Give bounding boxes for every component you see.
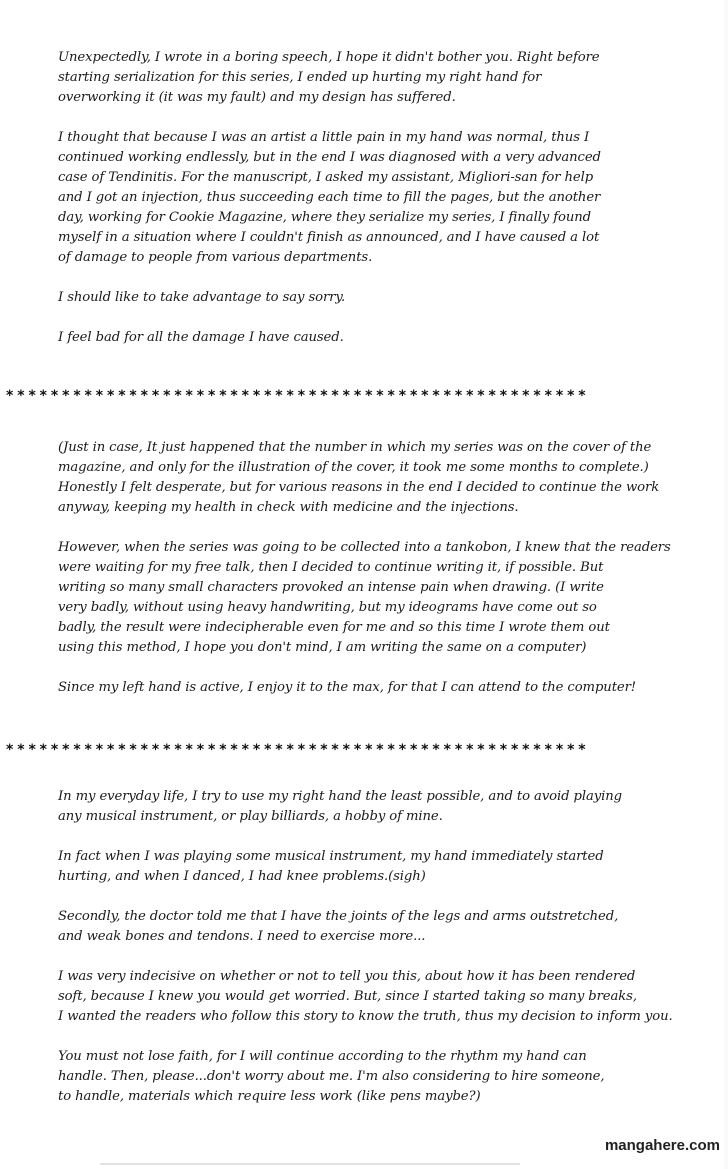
paragraph: In fact when I was playing some musical instrument, my hand immediately started hurting, and when I danced, I had knee problems.(sigh) — [58, 849, 604, 884]
section-2 — [58, 438, 723, 698]
paragraph: (Just in case, It just happened that the number in which my series was on the cover of the magazine, and only for the illustration of the cover, it took me some months to complete.) Honestly I felt desperate, but for various reasons in the end I decided to continue the work anyway, keeping my health in check with medicine and the injections. — [58, 440, 660, 515]
section-3 — [58, 787, 723, 1107]
paragraph: I was very indecisive on whether or not to tell you this, about how it has been rendered soft, because I knew you would get worried. But, since I started taking so many breaks, I wanted the readers who follow this story to know the truth, thus my decision to inform you. — [58, 969, 673, 1024]
paragraph: I thought that because I was an artist a little pain in my hand was normal, thus I continued working endlessly, but in the end I was diagnosed with a very advanced case of Tendinitis. For the manuscript, I asked my assistant, Migliori-san for help and I got an injection, thus succeeding each time to fill the pages, but the another day, working for Cookie Magazine, where they serialize my series, I finally found myself in a situation where I couldn't finish as announced, and I have caused a lot of damage to people from various departments. — [58, 130, 601, 265]
asterisk-divider: **************************************************** — [6, 388, 590, 404]
watermark-text: mangahere.com — [604, 1137, 720, 1154]
paragraph: However, when the series was going to be collected into a tankobon, I knew that the readers were waiting for my free talk, then I decided to continue writing it, if possible. But writing so many small characters provoked an intense pain when drawing. (I write very badly, without using heavy handwriting, but my ideograms have come out so badly, the result were indecipherable even for me and so this time I wrote them out using this method, I hope you don't mind, I am writing the same on a computer) — [58, 540, 671, 655]
paragraph: Secondly, the doctor told me that I have the joints of the legs and arms outstretched, and weak bones and tendons. I need to exercise more... — [58, 909, 619, 944]
paragraph: You must not lose faith, for I will continue according to the rhythm my hand can handle. Then, please...don't worry about me. I'm also considering to hire someone, to handle, materials which require less work (like pens maybe?) — [58, 1049, 605, 1104]
paragraph: In my everyday life, I try to use my right hand the least possible, and to avoid playing any musical instrument, or play billiards, a hobby of mine. — [58, 789, 622, 824]
page-edge-shadow — [724, 0, 728, 1169]
bottom-rule — [100, 1163, 520, 1165]
section-1 — [58, 48, 723, 348]
paragraph: I should like to take advantage to say sorry. — [58, 290, 346, 305]
paragraph: I feel bad for all the damage I have caused. — [58, 330, 344, 345]
paragraph: Unexpectedly, I wrote in a boring speech, I hope it didn't bother you. Right before starting serialization for this series, I ended up hurting my right hand for overworking it (it was my fault) and my design has suffered. — [58, 50, 600, 105]
paragraph: Since my left hand is active, I enjoy it to the max, for that I can attend to the computer! — [58, 680, 637, 695]
asterisk-divider: **************************************************** — [6, 742, 590, 758]
